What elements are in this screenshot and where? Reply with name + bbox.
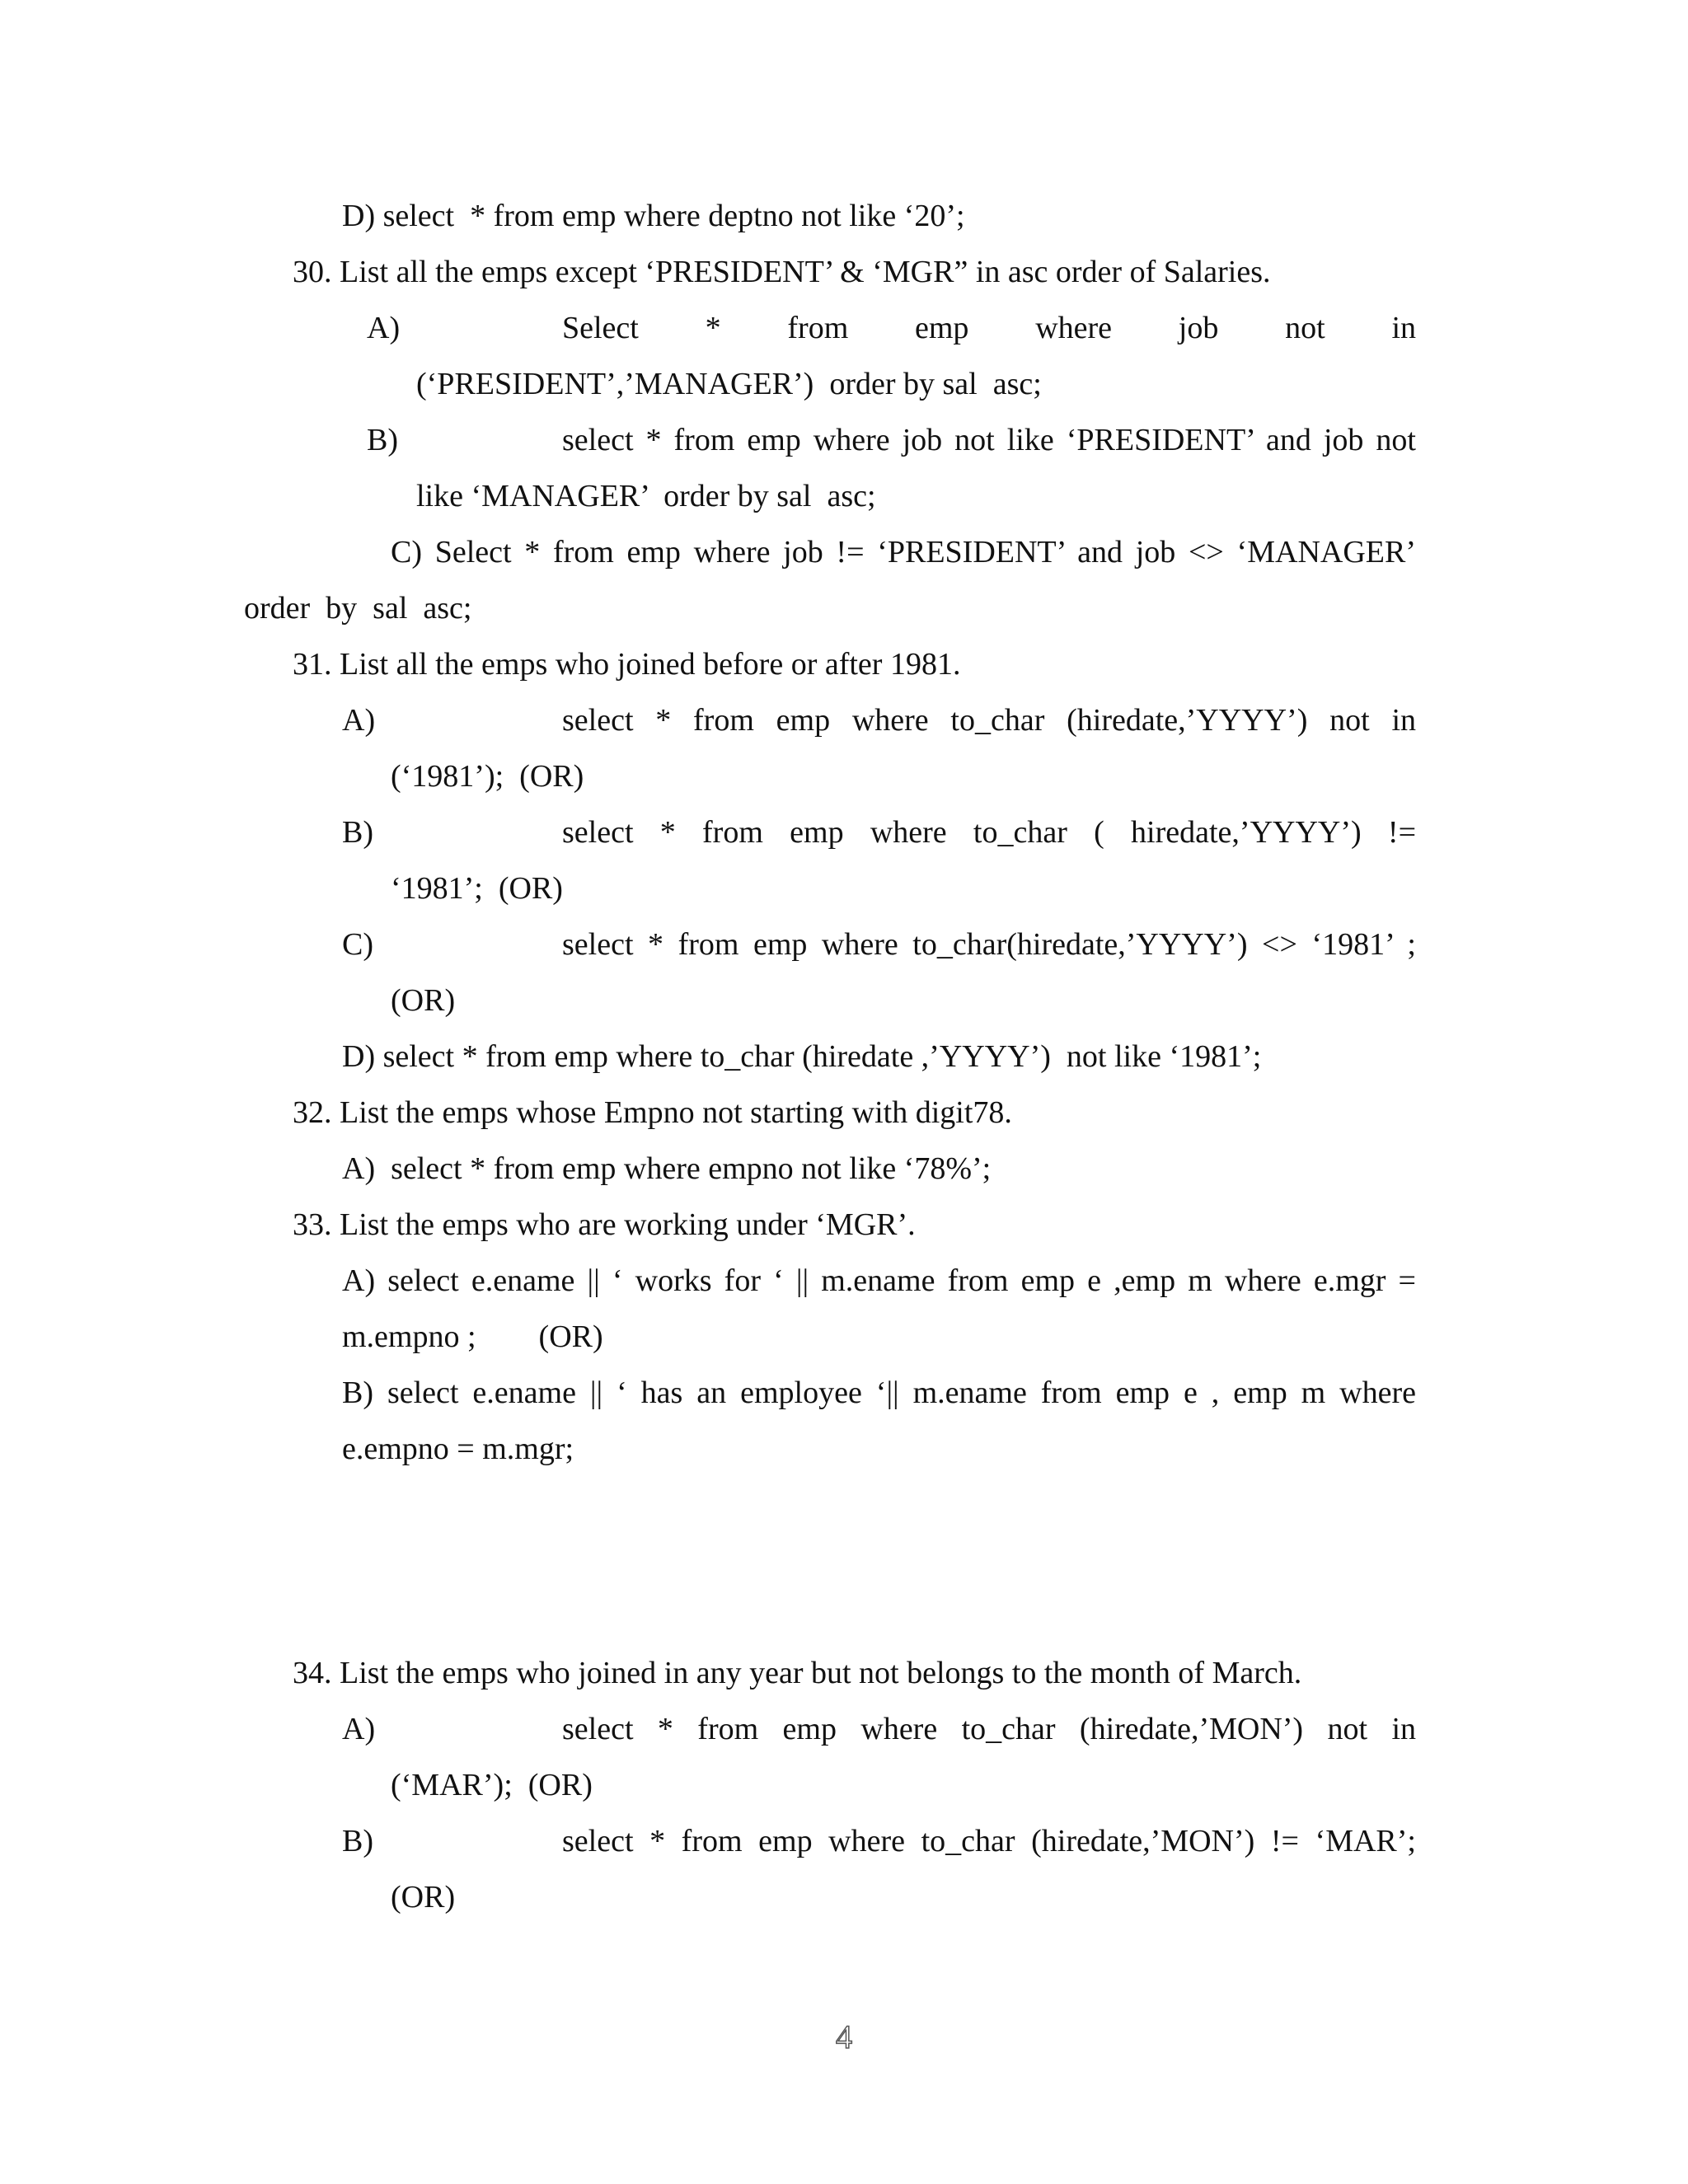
q31-option-c-label: C) [342, 927, 373, 962]
q30-option-c-line2: order by sal asc; [244, 591, 472, 626]
q30-option-a-line1: Select * from emp where job not in [562, 311, 1416, 345]
q31-option-a-line1: select * from emp where to_char (hiredate,’YYYY’) not in [562, 703, 1416, 738]
q34-option-b-line1: select * from emp where to_char (hiredate,’MON’) != ‘MAR’; [562, 1824, 1416, 1858]
q30-option-b-label: B) [367, 423, 398, 457]
question-31: 31. List all the emps who joined before or after 1981. [293, 647, 961, 682]
q34-option-b-line2: (OR) [391, 1880, 456, 1915]
q31-option-b-line1: select * from emp where to_char ( hiredate,’YYYY’) != [562, 815, 1416, 850]
q31-option-c-line2: (OR) [391, 983, 456, 1018]
q31-option-d: D) select * from emp where to_char (hiredate ,’YYYY’) not like ‘1981’; [342, 1039, 1262, 1074]
question-34: 34. List the emps who joined in any year but not belongs to the month of March. [293, 1656, 1302, 1690]
question-33: 33. List the emps who are working under ‘MGR’. [293, 1207, 916, 1242]
q33-option-b-line1: B) select e.ename || ‘ has an employee ‘|| m.ename from emp e , emp m where [342, 1376, 1416, 1410]
q33-option-a-line2: m.empno ; (OR) [342, 1319, 603, 1354]
q33-option-b-line2: e.empno = m.mgr; [342, 1432, 574, 1466]
q30-option-b-line1: select * from emp where job not like ‘PRESIDENT’ and job not [562, 423, 1416, 457]
q31-option-a-label: A) [342, 703, 376, 738]
q33-option-a-line1: A) select e.ename || ‘ works for ‘ || m.ename from emp e ,emp m where e.mgr = [342, 1263, 1416, 1298]
q30-option-c-line1: C) Select * from emp where job != ‘PRESIDENT’ and job <> ‘MANAGER’ [391, 535, 1416, 569]
q32-option-a: A) select * from emp where empno not like ‘78%’; [342, 1151, 992, 1186]
q30-option-b-line2: like ‘MANAGER’ order by sal asc; [416, 479, 876, 513]
q34-option-b-label: B) [342, 1824, 373, 1858]
question-30: 30. List all the emps except ‘PRESIDENT’ & ‘MGR” in asc order of Salaries. [293, 255, 1271, 289]
q34-option-a-line1: select * from emp where to_char (hiredate,’MON’) not in [562, 1712, 1416, 1746]
q31-option-b-label: B) [342, 815, 373, 850]
q30-option-a-line2: (‘PRESIDENT’,’MANAGER’) order by sal asc; [416, 367, 1042, 401]
q31-option-b-line2: ‘1981’; (OR) [391, 871, 563, 906]
q31-option-c-line1: select * from emp where to_char(hiredate,’YYYY’) <> ‘1981’ ; [562, 927, 1416, 962]
question-32: 32. List the emps whose Empno not starting with digit78. [293, 1095, 1012, 1130]
q30-option-a-label: A) [367, 311, 401, 345]
q31-option-a-line2: (‘1981’); (OR) [391, 759, 584, 794]
q34-option-a-line2: (‘MAR’); (OR) [391, 1768, 593, 1802]
page-number: 4 [836, 2018, 852, 2055]
q34-option-a-label: A) [342, 1712, 376, 1746]
q29-option-d: D) select * from emp where deptno not like ‘20’; [342, 199, 965, 233]
